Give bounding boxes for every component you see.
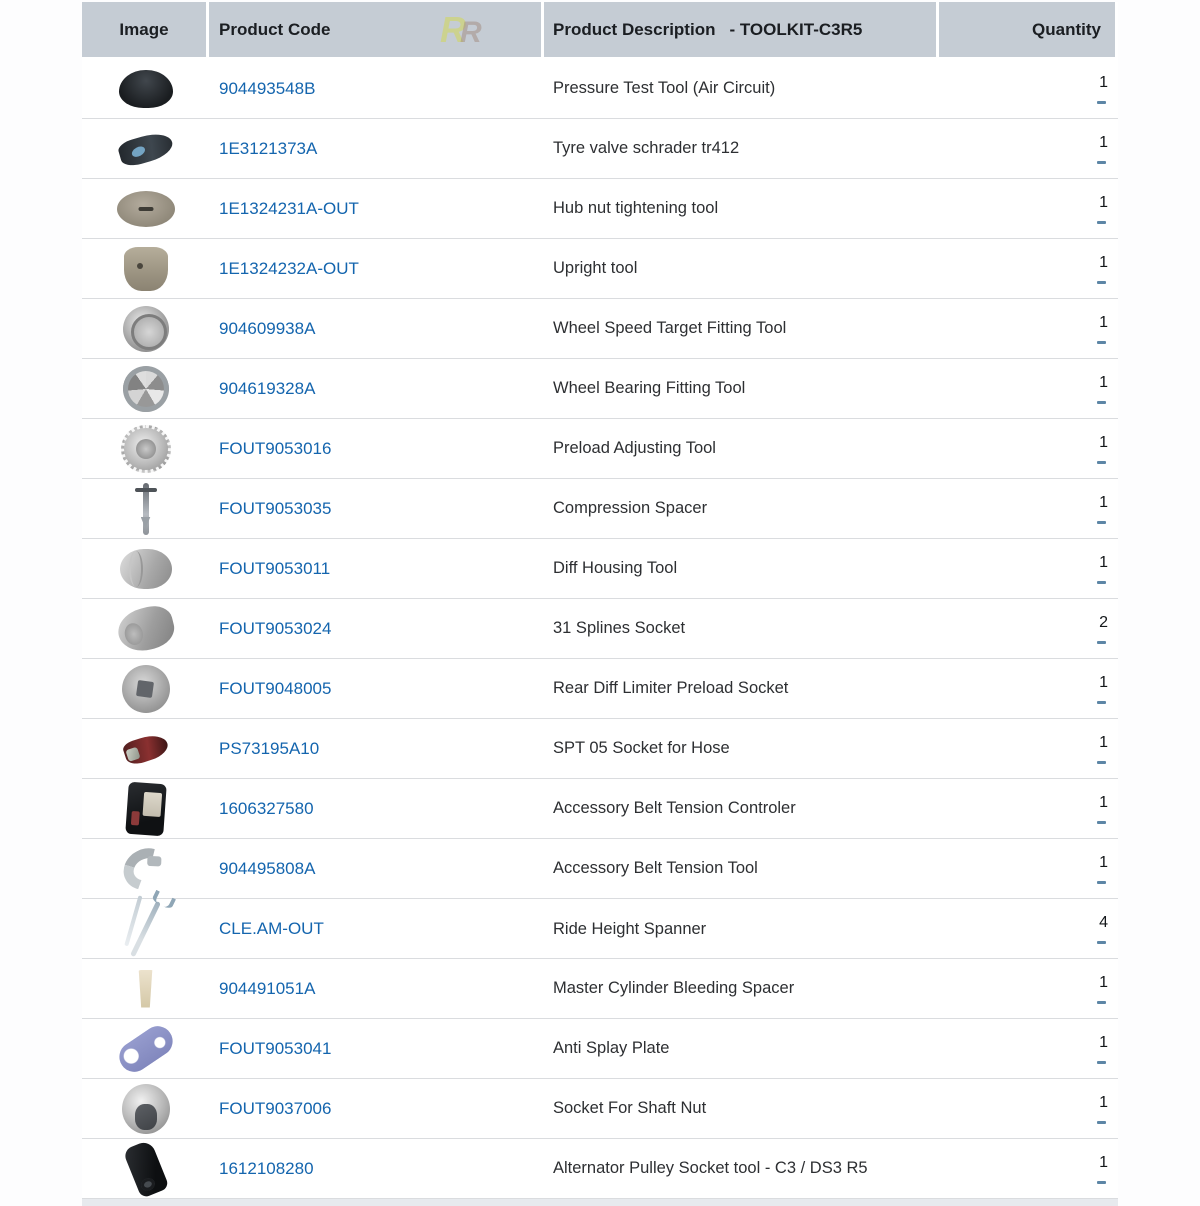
table-row: [82, 659, 1118, 719]
product-description-cell: [544, 539, 939, 598]
product-code-link[interactable]: 904491051A: [219, 978, 316, 998]
image-cell: [82, 959, 209, 1018]
product-code-link[interactable]: FOUT9053016: [219, 438, 332, 458]
column-header-product-code-label: Product Code: [219, 19, 331, 39]
table-row: [82, 839, 1118, 899]
quantity-value[interactable]: 1: [1099, 313, 1108, 331]
quantity-value[interactable]: 1: [1099, 853, 1108, 871]
quantity-cell: [939, 719, 1118, 778]
product-description-cell: [544, 1019, 939, 1078]
table-row: [82, 779, 1118, 839]
table-row: [82, 899, 1118, 959]
product-image: [113, 601, 177, 655]
quantity-cell: [939, 299, 1118, 358]
product-description: Pressure Test Tool (Air Circuit): [553, 79, 776, 97]
product-description-cell: [544, 59, 939, 118]
product-code-link[interactable]: 904619328A: [219, 378, 316, 398]
product-code-link[interactable]: 1612108280: [219, 1158, 314, 1178]
quantity-value[interactable]: 1: [1099, 733, 1108, 751]
product-description: Accessory Belt Tension Tool: [553, 859, 758, 877]
image-cell: [82, 299, 209, 358]
quantity-cell: [939, 59, 1118, 118]
product-description: Wheel Bearing Fitting Tool: [553, 379, 746, 397]
product-description-cell: [544, 1139, 939, 1198]
quantity-cell: [939, 1139, 1118, 1198]
quantity-underline: [1097, 401, 1106, 404]
toolkit-table: [82, 2, 1118, 1206]
product-description: Alternator Pulley Socket tool - C3 / DS3 R5: [553, 1159, 868, 1177]
quantity-underline: [1097, 281, 1106, 284]
quantity-cell: [939, 899, 1118, 959]
product-code-cell: [209, 239, 544, 298]
quantity-underline: [1097, 821, 1106, 824]
product-image: [121, 730, 170, 766]
product-code-cell: [209, 59, 544, 118]
product-code-cell: [209, 719, 544, 778]
quantity-value[interactable]: 1: [1099, 1033, 1108, 1051]
image-cell: [82, 839, 209, 898]
table-row: [82, 599, 1118, 659]
product-description-cell: [544, 479, 939, 538]
image-cell: [82, 539, 209, 598]
image-cell: [82, 599, 209, 658]
quantity-underline: [1097, 641, 1106, 644]
product-code-link[interactable]: FOUT9053035: [219, 498, 332, 518]
product-code-link[interactable]: 904495808A: [219, 858, 316, 878]
product-description-cell: [544, 359, 939, 418]
image-cell: [82, 1079, 209, 1138]
quantity-value[interactable]: 4: [1099, 914, 1108, 931]
quantity-value[interactable]: 1: [1099, 1153, 1108, 1171]
product-code-cell: [209, 959, 544, 1018]
table-row: [82, 479, 1118, 539]
quantity-cell: [939, 1079, 1118, 1138]
product-code-cell: [209, 599, 544, 658]
table-row: [82, 59, 1118, 119]
quantity-value[interactable]: 1: [1099, 673, 1108, 691]
product-code-link[interactable]: CLE.AM-OUT: [219, 919, 324, 938]
image-cell: [82, 899, 209, 959]
table-row: [82, 539, 1118, 599]
product-code-cell: [209, 1019, 544, 1078]
column-header-image: [82, 2, 209, 57]
image-cell: [82, 119, 209, 178]
product-image: [125, 781, 167, 836]
product-code-cell: [209, 899, 544, 959]
product-image: [116, 840, 175, 897]
product-description-cell: [544, 239, 939, 298]
image-cell: [82, 1019, 209, 1078]
product-description-cell: [544, 179, 939, 238]
quantity-underline: [1097, 341, 1106, 344]
product-image: [113, 1020, 178, 1077]
product-code-cell: [209, 179, 544, 238]
product-code-cell: [209, 419, 544, 478]
quantity-value[interactable]: 1: [1099, 493, 1108, 511]
product-image: [122, 1084, 170, 1134]
toolkit-name-label: - TOOLKIT-C3R5: [729, 19, 863, 39]
product-description: Hub nut tightening tool: [553, 199, 719, 217]
product-code-cell: [209, 539, 544, 598]
quantity-underline: [1097, 221, 1106, 224]
column-header-quantity-label: Quantity: [1032, 19, 1101, 39]
product-image: [123, 366, 169, 412]
quantity-underline: [1097, 581, 1106, 584]
product-code-link[interactable]: 1E1324231A-OUT: [219, 198, 359, 218]
product-image: [122, 665, 170, 713]
quantity-underline: [1097, 1121, 1106, 1124]
product-image: [124, 247, 168, 291]
product-image: [119, 70, 173, 108]
product-description-cell: [544, 659, 939, 718]
product-code-cell: [209, 359, 544, 418]
quantity-value[interactable]: 1: [1099, 553, 1108, 571]
table-row: [82, 959, 1118, 1019]
product-description: Accessory Belt Tension Controler: [553, 799, 796, 817]
image-cell: [82, 239, 209, 298]
quantity-cell: [939, 539, 1118, 598]
quantity-cell: [939, 179, 1118, 238]
product-description: Tyre valve schrader tr412: [553, 139, 740, 157]
quantity-value[interactable]: 1: [1099, 193, 1108, 211]
product-code-cell: [209, 659, 544, 718]
quantity-cell: [939, 779, 1118, 838]
product-code-link[interactable]: 1606327580: [219, 798, 314, 818]
table-row: [82, 239, 1118, 299]
table-header-row: [82, 2, 1118, 57]
product-code-cell: [209, 839, 544, 898]
column-header-product-description-label: Product Description: [553, 19, 716, 39]
quantity-value[interactable]: 1: [1099, 973, 1108, 991]
product-code-link[interactable]: 1E1324232A-OUT: [219, 258, 359, 278]
product-code-link[interactable]: FOUT9037006: [219, 1098, 332, 1118]
product-description: Socket For Shaft Nut: [553, 1099, 707, 1117]
table-bottom-bar: [82, 1199, 1118, 1206]
table-row: [82, 1139, 1118, 1199]
product-image: [123, 306, 169, 352]
quantity-underline: [1097, 1181, 1106, 1184]
product-description: Ride Height Spanner: [553, 919, 707, 938]
table-row: [82, 299, 1118, 359]
column-header-product-description: [544, 2, 939, 57]
column-header-product-code: [209, 2, 544, 57]
image-cell: [82, 659, 209, 718]
product-description-cell: [544, 419, 939, 478]
table-row: [82, 719, 1118, 779]
product-code-link[interactable]: FOUT9053041: [219, 1038, 332, 1058]
product-description: SPT 05 Socket for Hose: [553, 739, 730, 757]
quantity-underline: [1097, 701, 1106, 704]
image-cell: [82, 359, 209, 418]
product-description-cell: [544, 299, 939, 358]
quantity-value[interactable]: 2: [1099, 613, 1108, 631]
quantity-value[interactable]: 1: [1099, 253, 1108, 271]
table-row: [82, 1019, 1118, 1079]
quantity-underline: [1097, 461, 1106, 464]
image-cell: [82, 779, 209, 838]
column-header-image-label: Image: [119, 19, 169, 39]
product-code-cell: [209, 1139, 544, 1198]
quantity-cell: [939, 239, 1118, 298]
product-code-link[interactable]: 1E3121373A: [219, 138, 318, 158]
product-image: [116, 129, 175, 169]
quantity-underline: [1097, 881, 1106, 884]
product-description: Rear Diff Limiter Preload Socket: [553, 679, 789, 697]
quantity-cell: [939, 1019, 1118, 1078]
product-description: Compression Spacer: [553, 499, 708, 517]
quantity-value[interactable]: 1: [1099, 793, 1108, 811]
product-description: 31 Splines Socket: [553, 619, 686, 637]
image-cell: [82, 59, 209, 118]
product-image: [117, 191, 175, 227]
brand-rr-watermark-icon: RR: [440, 9, 482, 50]
image-cell: [82, 1139, 209, 1198]
product-description-cell: [544, 899, 939, 959]
product-description-cell: [544, 1079, 939, 1138]
column-header-quantity: [939, 2, 1118, 57]
image-cell: [82, 179, 209, 238]
image-cell: [82, 479, 209, 538]
product-image: [130, 901, 161, 957]
quantity-value[interactable]: 1: [1099, 73, 1108, 91]
quantity-underline: [1097, 761, 1106, 764]
product-image: [122, 1139, 169, 1198]
table-row: [82, 1079, 1118, 1139]
product-code-cell: [209, 479, 544, 538]
quantity-value[interactable]: 1: [1099, 1093, 1108, 1111]
table-row: [82, 179, 1118, 239]
product-description-cell: [544, 599, 939, 658]
quantity-underline: [1097, 161, 1106, 164]
quantity-value[interactable]: 1: [1099, 433, 1108, 451]
product-code-link[interactable]: FOUT9048005: [219, 678, 332, 698]
product-code-link[interactable]: 904493548B: [219, 78, 316, 98]
product-description: Diff Housing Tool: [553, 559, 678, 577]
image-cell: [82, 419, 209, 478]
product-image: [120, 549, 172, 589]
product-code-cell: [209, 779, 544, 838]
quantity-cell: [939, 959, 1118, 1018]
product-description-cell: [544, 959, 939, 1018]
product-description: Wheel Speed Target Fitting Tool: [553, 319, 787, 337]
product-description-cell: [544, 839, 939, 898]
quantity-underline: [1097, 1061, 1106, 1064]
product-code-cell: [209, 1079, 544, 1138]
quantity-underline: [1097, 941, 1106, 944]
quantity-value[interactable]: 1: [1099, 133, 1108, 151]
product-image: [121, 425, 171, 473]
quantity-cell: [939, 839, 1118, 898]
quantity-value[interactable]: 1: [1099, 373, 1108, 391]
product-code-link[interactable]: FOUT9053011: [219, 558, 331, 578]
product-description-cell: [544, 119, 939, 178]
quantity-cell: [939, 599, 1118, 658]
table-row: [82, 419, 1118, 479]
quantity-cell: [939, 419, 1118, 478]
quantity-cell: [939, 359, 1118, 418]
table-row: [82, 119, 1118, 179]
product-code-cell: [209, 119, 544, 178]
product-code-cell: [209, 299, 544, 358]
product-code-link[interactable]: PS73195A10: [219, 738, 320, 758]
product-image: [143, 483, 149, 535]
table-body: [82, 57, 1118, 1199]
product-description: Anti Splay Plate: [553, 1039, 670, 1057]
quantity-underline: [1097, 101, 1106, 104]
table-row: [82, 359, 1118, 419]
quantity-cell: [939, 119, 1118, 178]
quantity-cell: [939, 479, 1118, 538]
quantity-underline: [1097, 521, 1106, 524]
quantity-underline: [1097, 1001, 1106, 1004]
product-image: [137, 970, 155, 1008]
product-description-cell: [544, 779, 939, 838]
product-description: Upright tool: [553, 259, 638, 277]
product-code-link[interactable]: 904609938A: [219, 318, 316, 338]
image-cell: [82, 719, 209, 778]
product-code-link[interactable]: FOUT9053024: [219, 618, 332, 638]
product-description-cell: [544, 719, 939, 778]
product-description: Preload Adjusting Tool: [553, 439, 716, 457]
product-description: Master Cylinder Bleeding Spacer: [553, 979, 795, 997]
quantity-cell: [939, 659, 1118, 718]
